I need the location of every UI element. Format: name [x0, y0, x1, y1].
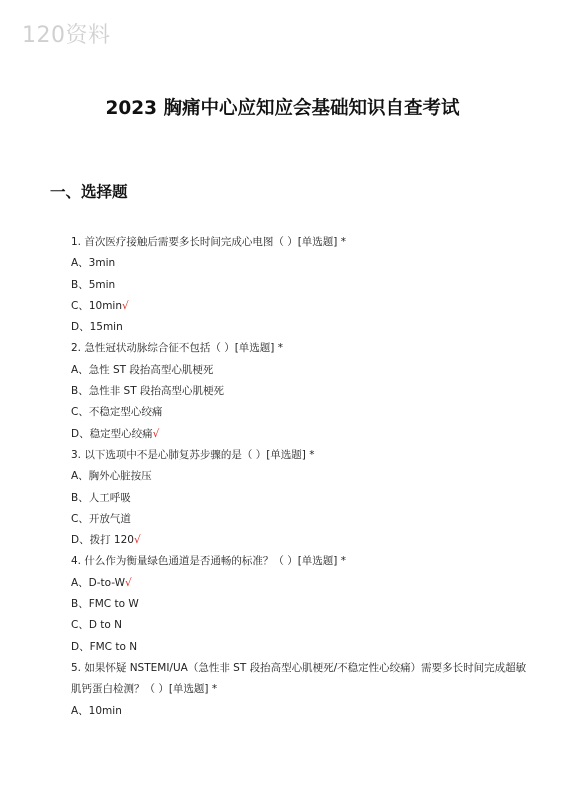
check-mark-icon: √ — [125, 576, 132, 589]
option-item[interactable]: A、急性 ST 段抬高型心肌梗死 — [71, 363, 214, 376]
option-item[interactable]: A、D-to-W√ — [71, 576, 132, 589]
option-item[interactable]: D、FMC to N — [71, 640, 138, 653]
option-item[interactable]: B、FMC to W — [71, 598, 139, 611]
page-title: 2023 胸痛中心应知应会基础知识自查考试 — [105, 98, 460, 119]
option-item[interactable]: A、10min — [71, 704, 122, 717]
option-item[interactable]: C、开放气道 — [71, 512, 131, 525]
option-item[interactable]: B、5min — [71, 278, 116, 291]
section-heading: 一、选择题 — [50, 183, 128, 201]
question-stem: 4. 什么作为衡量绿色通道是否通畅的标准？（ ）[单选题] * — [71, 555, 346, 568]
option-item[interactable]: D、15min — [71, 321, 123, 334]
option-item[interactable]: B、人工呼吸 — [71, 491, 131, 504]
question-stem: 3. 以下选项中不是心肺复苏步骤的是（ ）[单选题] * — [71, 448, 315, 461]
check-mark-icon: √ — [133, 534, 141, 547]
option-item[interactable]: B、急性非 ST 段抬高型心肌梗死 — [71, 385, 224, 398]
question-stem: 2. 急性冠状动脉综合征不包括（ ）[单选题] * — [71, 342, 283, 355]
option-item[interactable]: D、拨打 120√ — [71, 534, 141, 547]
option-item[interactable]: A、胸外心脏按压 — [71, 470, 152, 483]
watermark: 120资料 — [22, 23, 111, 48]
option-item[interactable]: C、不稳定型心绞痛 — [71, 406, 163, 419]
question-stem: 1. 首次医疗接触后需要多长时间完成心电图（ ）[单选题] * — [71, 236, 346, 248]
question-list — [71, 232, 531, 722]
check-mark-icon: √ — [152, 427, 160, 440]
option-item[interactable]: D、稳定型心绞痛√ — [71, 427, 160, 440]
check-mark-icon: √ — [122, 299, 129, 312]
option-item[interactable]: C、10min√ — [71, 299, 129, 312]
option-item[interactable]: A、3min — [71, 257, 116, 270]
question-stem: 5. 如果怀疑 NSTEMI/UA（急性非 ST 段抬高型心肌梗死/不稳定性心绞痛）需要多长时间完成超敏肌钙蛋白检测？（ ）[单选题] * — [71, 661, 527, 696]
option-item[interactable]: C、D to N — [71, 619, 122, 632]
